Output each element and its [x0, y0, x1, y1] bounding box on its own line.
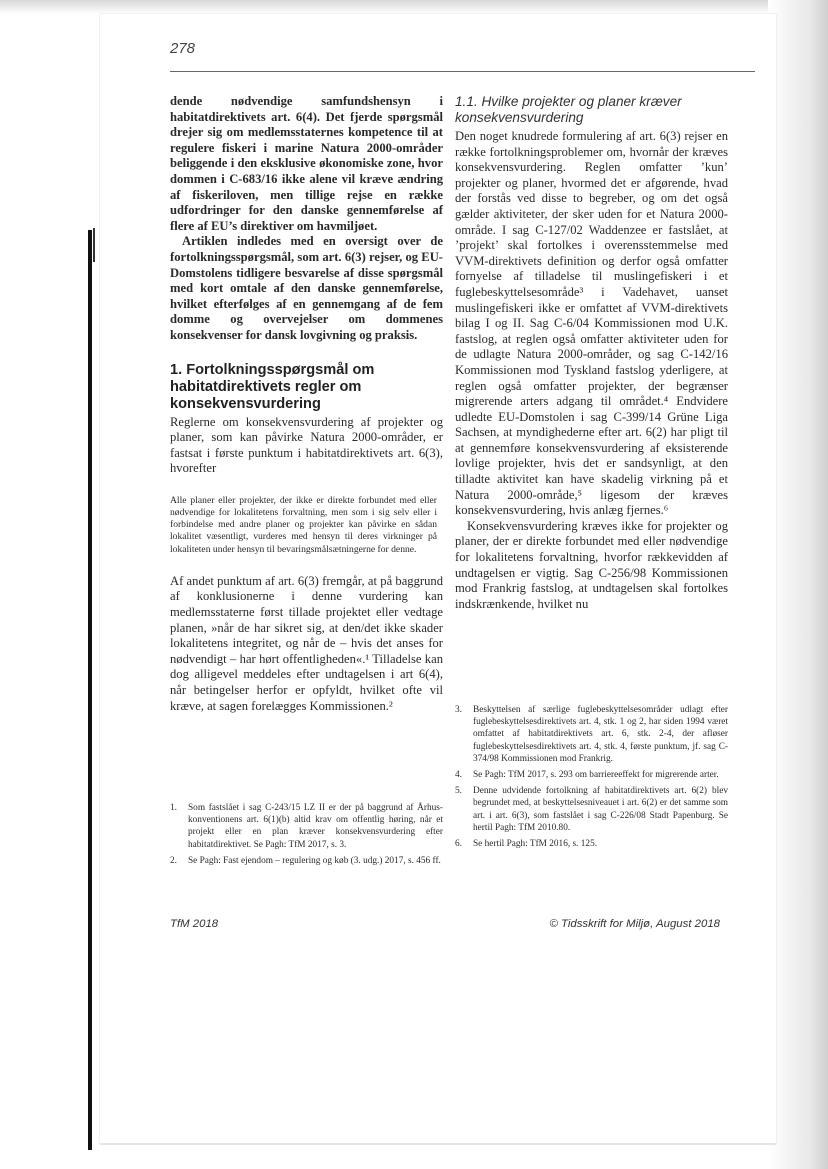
right-column — [455, 94, 728, 612]
scan-binding-mark — [93, 228, 95, 262]
footnote-number: 5. — [455, 786, 462, 797]
page-number: 278 — [170, 40, 196, 57]
footnote-number: 1. — [170, 803, 177, 813]
footnote — [170, 855, 443, 867]
intro-paragraph-2: Artiklen indledes med en oversigt over de fortolkningsspørgsmål, som art. 6(3) rejser, og EU-Domstolens tidligere besvarelse af disse spørgsmål med kort omtale af den danske gennemførelse, hvilket efterfølges af en gennemgang af de fem domme og overvejelser om dommenes konsekvenser for dansk lovgivning og praksis. — [170, 234, 443, 342]
footnote-number: 6. — [455, 839, 462, 850]
section-paragraph-1: Reglerne om konsekvensvurdering af projekter og planer, som kan påvirke Natura 2000-områder, er fastsat i første punktum i habitatdirektivets art. 6(3), hvorefter — [170, 414, 443, 476]
footnote — [455, 838, 728, 850]
scan-right-shadow — [768, 0, 828, 1169]
footnotes-right — [455, 704, 728, 854]
footnote-text: Se hertil Pagh: TfM 2016, s. 125. — [473, 839, 598, 850]
subsection-paragraph-2: Konsekvensvurdering kræves ikke for projekter og planer, der er direkte forbundet med eller nødvendige for lokalitetens forvaltning, hvorfor rækkevidden af undtagelsen er vigtig. Sag C-256/98 Kommissionen mod Frankrig fastslog, at undtagelsen skal fortolkes indskrænkende, hvilket nu — [455, 518, 728, 611]
footnote-number: 3. — [455, 705, 462, 715]
footnote — [455, 785, 728, 834]
footnote-number: 4. — [455, 770, 462, 781]
subsection-heading: 1.1. Hvilke projekter og planer kræver konsekvensvurdering — [455, 94, 682, 125]
footnote-text: Se Pagh: TfM 2017, s. 293 om barriereeffekt for migrerende arter. — [473, 770, 719, 781]
left-column — [170, 94, 443, 714]
scan-binding-edge — [88, 230, 92, 1150]
page-bottom-shadow — [100, 1143, 776, 1145]
section-paragraph-2: Af andet punktum af art. 6(3) fremgår, at på baggrund af konklusionerne i denne vurdering kan medlemsstaterne først tillade projektet eller vedtage planen, »når de har sikret sig, at den/det ikke skader lokalitetens integritet, og når de – hvis det anses for nødvendigt – har hørt offentligheden«.¹ Tilladelse kan dog alligevel meddeles efter undtagelsen i art 6(4), når betingelser herfor er opfyldt, hvilket ofte vil kræve, at sagen forelægges Kommissionen.² — [170, 573, 443, 713]
footer-copyright: © Tidsskrift for Miljø, August 2018 — [549, 918, 720, 930]
section-heading: 1. Fortolkningsspørgsmål om habitatdirektivets regler om konsekvensvurdering — [170, 361, 375, 412]
footnote-text: Se Pagh: Fast ejendom – regulering og køb (3. udg.) 2017, s. 456 ff. — [188, 855, 441, 866]
intro-paragraph-1: dende nødvendige samfundshensyn i habitatdirektivets art. 6(4). Det fjerde spørgsmål drejer sig om medlemsstaternes kompetence til at regulere fiskeri i marine Natura 2000-områder beliggende i den eksklusive økonomiske zone, hvor dommen i C-683/16 ikke alene vil kræve ændring af fiskeriloven, men tillige rejse en række udfordringer for den danske gennemførelse af flere af EU’s direktiver om havmiljøet. — [170, 94, 443, 233]
footnote — [455, 769, 728, 781]
subsection-paragraph-1: Den noget knudrede formulering af art. 6(3) rejser en række fortolkningsproblemer om, hvornår der kræves konsekvensvurdering. Reglen omfatter ’kun’ projekter og planer, hvormed det er afgørende, hvad der forstås ved disse to begreber, og om det også gælder aktiviteter, der sker uden for et Natura 2000-område. I sag C-127/02 Waddenzee er fastslået, at ’projekt’ skal fortolkes i overensstemmelse med VVM-direktivets definition og derfor også omfatter fornyelse af tilladelse til muslingefiskeri i et fuglebeskyttelsesområde³ i Vadehavet, uanset muslingefiskeri ikke er omfattet af VVM-direktivets bilag I og II. Sag C-6/04 Kommissionen mod U.K. fastslog, at reglen også omfatter aktiviteter uden for de udlagte Natura 2000-områder, og sag C-142/16 Kommissionen mod Tyskland fastslog yderligere, at reglen også omfatter projekter, der begrænser migrerende arters adgang til området.⁴ Endvidere udledte EU-Domstolen i sag C-399/14 Grüne Liga Sachsen, at myndighederne efter art. 6(2) har pligt til at gennemføre konsekvensvurdering af eksisterende lovlige projekter, hvis det er sandsynligt, at den tilladte aktivitet kan have skadelig virkning på et Natura 2000-område,⁵ ligesom der kræves konsekvensvurdering, hvis anlæg fjernes.⁶ — [455, 129, 728, 518]
statute-quote: Alle planer eller projekter, der ikke er direkte forbundet med eller nødvendige for lokalitetens forvaltning, men som i sig selv eller i forbindelse med andre planer og projekter kan påvirke en sådan lokalitet væsentligt, vurderes med hensyn til deres virkninger på lokaliteten under hensyn til bevaringsmålsætningerne for denne. — [170, 494, 437, 555]
scan-top-edge — [0, 0, 828, 14]
header-rule — [170, 71, 755, 72]
footnote-text: Denne udvidende fortolkning af habitatdirektivets art. 6(2) blev begrundet med, at beskyttelsesniveauet i art. 6(2) er det samme som art. i art. 6(3), som fastslået i sag C-226/08 Stadt Papenburg. Se hertil Pagh: TfM 2010.80. — [473, 786, 728, 833]
document-page — [100, 14, 776, 1144]
footnotes-left — [170, 802, 443, 871]
footer-journal-year: TfM 2018 — [170, 918, 219, 930]
footnote-text: Beskyttelsen af særlige fuglebeskyttelsesområder udlagt efter fuglebeskyttelsesdirektivets art. 4, stk. 1 og 2, har siden 1994 været omfattet af habitatdirektivets art. 6, stk. 2-4, der afløser fuglebeskyttelsesdirektivets art. 4, stk. 4, første punktum, jf. sag C-374/98 Kommissionen mod Frankrig. — [473, 705, 728, 764]
footnote-number: 2. — [170, 855, 177, 866]
footnote-text: Som fastslået i sag C-243/15 LZ II er der på baggrund af Århus-konventionens art. 6(1)(b) altid krav om offentlig høring, når et projekt eller en plan kræver konsekvensvurdering efter habitatdirektivet. Se Pagh: TfM 2017, s. 3. — [188, 803, 443, 850]
footnote — [170, 802, 443, 851]
footnote — [455, 704, 728, 765]
